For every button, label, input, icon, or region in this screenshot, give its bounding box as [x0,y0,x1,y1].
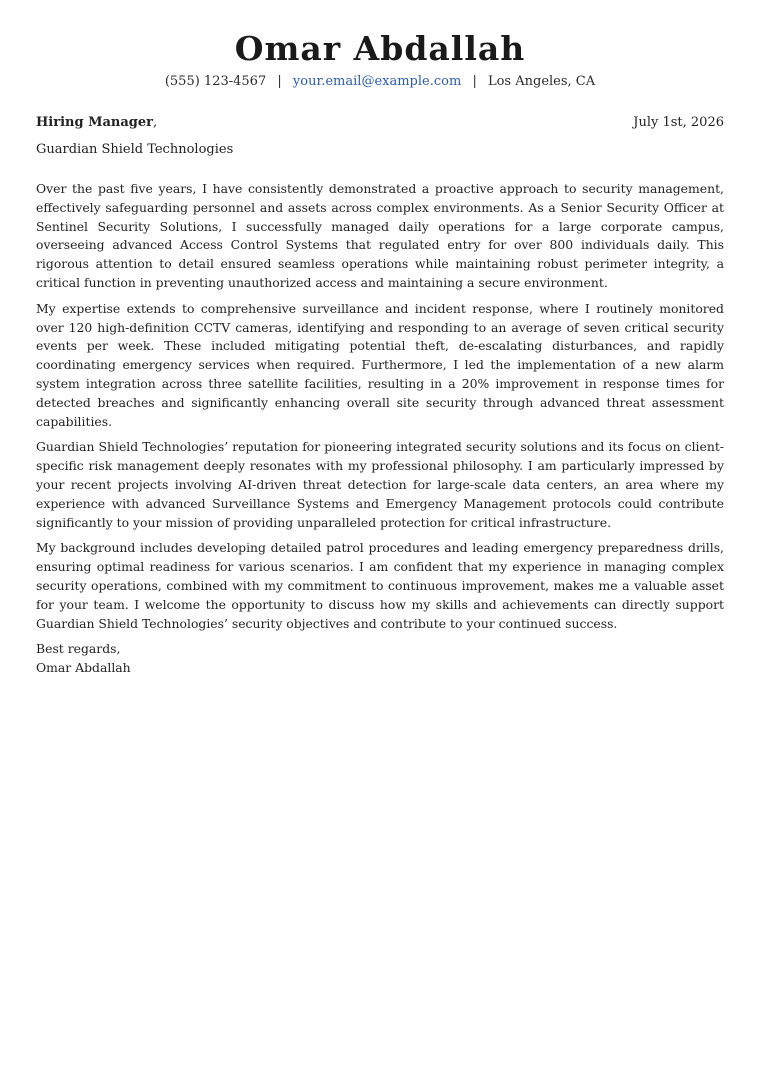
body-paragraph: Over the past five years, I have consistently demonstrated a proactive approach to security management, effectively safeguarding personnel and assets across complex environments. As a Senior Security Officer at Sentinel Security Solutions, I successfully managed daily operations for a large corporate campus, overseeing advanced Access Control Systems that regulated entry for over 800 individuals daily. This rigorous attention to detail ensured seamless operations while maintaining robust perimeter integrity, a critical function in preventing unauthorized access and maintaining a secure environment. [36,181,724,290]
body-paragraph: My expertise extends to comprehensive surveillance and incident response, where I routinely monitored over 120 high-definition CCTV cameras, identifying and responding to an average of seven critical security events per week. These included mitigating potential theft, de-escalating disturbances, and rapidly coordinating emergency services when required. Furthermore, I led the implementation of a new alarm system integration across three satellite facilities, resulting in a 20% improvement in response times for detected breaches and significantly enhancing overall site security through advanced threat assessment capabilities. [36,300,724,429]
applicant-name: Omar Abdallah [234,29,526,68]
body-paragraph: Guardian Shield Technologies’ reputation for pioneering integrated security solutions and its focus on client-specific risk management deeply resonates with my professional philosophy. I am particularly impressed by your recent projects involving AI-driven threat detection for large-scale data centers, an area where my experience with advanced Surveillance Systems and Emergency Management protocols could contribute significantly to your mission of providing unparalleled protection for critical infrastructure. [36,439,724,530]
contact-separator: | [277,74,282,89]
recipient-company: Guardian Shield Technologies [36,142,234,157]
letter-body [36,180,724,678]
signature-name: Omar Abdallah [36,660,131,676]
closing-salutation: Best regards, [36,641,121,657]
recipient-row [36,114,724,132]
recipient-title-comma: , [152,115,158,130]
recipient-title: Hiring Manager [36,115,153,130]
body-paragraph: My background includes developing detailed patrol procedures and leading emergency preparedness drills, ensuring optimal readiness for various scenarios. I am confident that my experience in managing complex security operations, combined with my commitment to continuous improvement, makes me a valuable asset for your team. I welcome the opportunity to discuss how my skills and achievements can directly support Guardian Shield Technologies’ security objectives and contribute to your continued success. [36,540,724,631]
phone-number: (555) 123-4567 [164,74,267,89]
location: Los Angeles, CA [487,74,596,89]
closing-block [36,640,724,678]
contact-line [0,73,760,91]
email-link[interactable]: your.email@example.com [292,74,462,89]
letter-date: July 1st, 2026 [633,115,724,130]
contact-separator: | [472,74,477,89]
